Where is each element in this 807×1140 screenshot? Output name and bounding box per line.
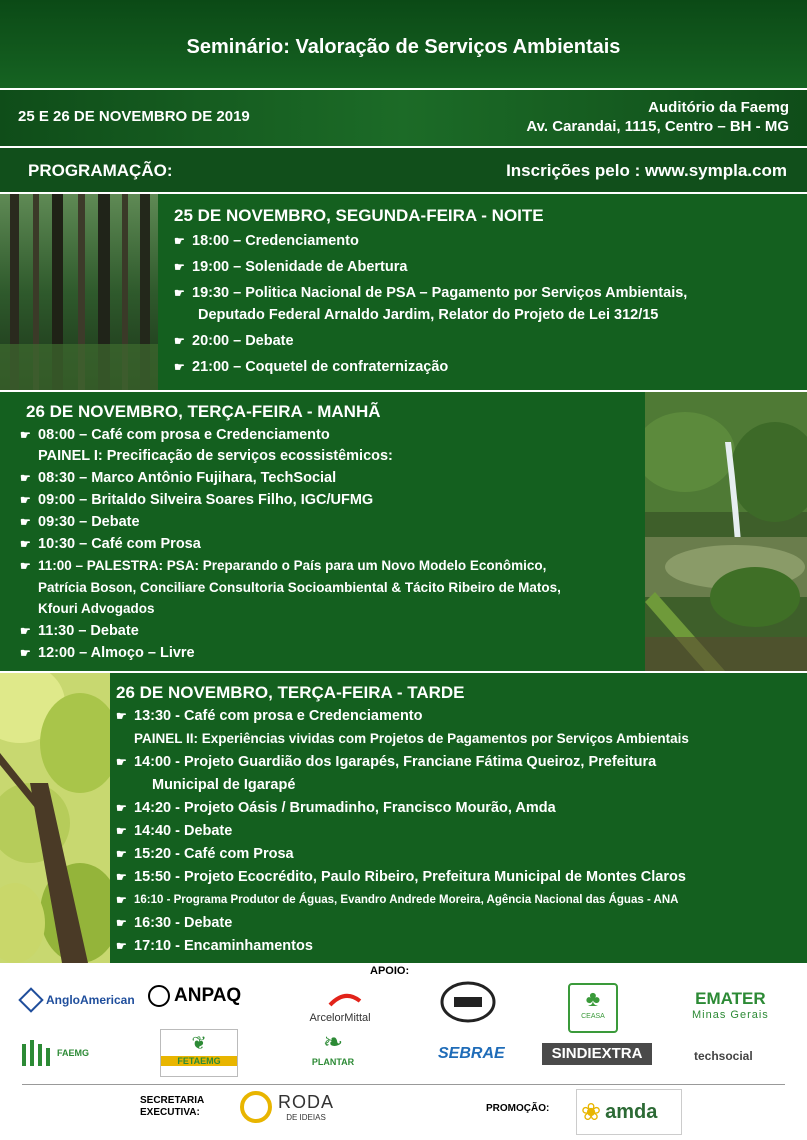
fetaemg-logo: ❦ FETAEMG [160, 1029, 238, 1077]
day1-section [158, 194, 807, 390]
schedule-item: ☛ 16:30 - Debate [116, 915, 233, 931]
pointing-hand-icon: ☛ [174, 360, 185, 374]
title-banner [0, 0, 807, 88]
pointing-hand-icon: ☛ [116, 824, 127, 838]
day2-afternoon-section [110, 673, 807, 963]
roda-circle-icon [240, 1091, 272, 1123]
pointing-hand-icon: ☛ [20, 493, 31, 507]
anpaq-logo: ANPAQ [148, 985, 241, 1007]
schedule-item: ☛ 21:00 – Coquetel de confraternização [174, 359, 449, 375]
schedule-item: ☛ 12:00 – Almoço – Livre [20, 645, 195, 661]
pointing-hand-icon: ☛ [20, 515, 31, 529]
schedule-item: ☛ 14:00 - Projeto Guardião dos Igarapés, Franciane Fátima Queiroz, Prefeitura [116, 754, 657, 770]
schedule-item: ☛ 11:00 – PALESTRA: PSA: Preparando o País para um Novo Modelo Econômico, [20, 558, 547, 573]
arcelormittal-logo: ArcelorMittal [300, 987, 380, 1023]
schedule-item: ☛ 19:00 – Solenidade de Abertura [174, 259, 408, 275]
support-label: APOIO: [370, 965, 410, 977]
day2pm-title: 26 DE NOVEMBRO, TERÇA-FEIRA - TARDE [116, 683, 465, 702]
pointing-hand-icon: ☛ [20, 428, 31, 442]
sindiextra-logo: SINDIEXTRA [542, 1043, 652, 1065]
date-banner [0, 90, 807, 146]
clover-icon: ♣ [585, 986, 601, 1011]
techsocial-logo: techsocial [694, 1049, 753, 1063]
schedule-item: ☛ 18:00 – Credenciamento [174, 233, 359, 249]
day2am-title: 26 DE NOVEMBRO, TERÇA-FEIRA - MANHÃ [26, 402, 381, 421]
waterfall-photo [645, 392, 807, 671]
pointing-hand-icon: ☛ [20, 471, 31, 485]
schedule-item: ☛ 13:30 - Café com prosa e Credenciamento [116, 708, 423, 724]
pointing-hand-icon: ☛ [174, 260, 185, 274]
schedule-item: ☛ 16:10 - Programa Produtor de Águas, Evandro Andrede Moreira, Agência Nacional das Águas - ANA [116, 893, 679, 907]
emater-logo: EMATER Minas Gerais [692, 989, 769, 1021]
promocao-label: PROMOÇÃO: [486, 1103, 550, 1114]
program-label: PROGRAMAÇÃO: [28, 161, 173, 180]
anpaq-icon [148, 985, 170, 1007]
pointing-hand-icon: ☛ [116, 939, 127, 953]
faemg-logo: FAEMG [20, 1035, 108, 1071]
event-date: 25 E 26 DE NOVEMBRO DE 2019 [18, 108, 250, 125]
amda-logo: ❀ amda [576, 1089, 682, 1135]
plantar-leaf-icon: ❧ [322, 1029, 344, 1056]
tree-canopy-photo [0, 673, 110, 963]
secretaria-label: SECRETARIA EXECUTIVA: [140, 1095, 205, 1118]
schedule-item: ☛ 10:30 – Café com Prosa [20, 536, 201, 552]
schedule-item: ☛ 09:30 – Debate [20, 514, 140, 530]
pointing-hand-icon: ☛ [174, 334, 185, 348]
schedule-item: ☛ 15:20 - Café com Prosa [116, 846, 294, 862]
pointing-hand-icon: ☛ [116, 755, 127, 769]
schedule-item: ☛ 11:30 – Debate [20, 623, 139, 639]
schedule-item: ☛ 08:30 – Marco Antônio Fujihara, TechSocial [20, 470, 337, 486]
anglo-icon [18, 987, 43, 1012]
schedule-item: ☛ 08:00 – Café com prosa e Credenciamento [20, 427, 330, 443]
schedule-item: ☛ 17:10 - Encaminhamentos [116, 938, 313, 954]
program-banner [0, 148, 807, 192]
schedule-item: ☛ 20:00 – Debate [174, 333, 294, 349]
panel-title: PAINEL II: Experiências vividas com Projetos de Pagamentos por Serviços Ambientais [134, 731, 689, 746]
venue [526, 98, 789, 136]
pointing-hand-icon: ☛ [20, 537, 31, 551]
pointing-hand-icon: ☛ [116, 801, 127, 815]
fetaemg-wreath-icon: ❦ [191, 1033, 207, 1053]
plantar-logo: ❧ PLANTAR [308, 1029, 358, 1067]
schedule-item-cont: Kfouri Advogados [38, 601, 155, 616]
schedule-item-cont: Municipal de Igarapé [152, 777, 296, 793]
faemg-stalks-icon [20, 1038, 54, 1068]
schedule-item-cont: Patrícia Boson, Conciliare Consultoria Socioambiental & Tácito Ribeiro de Matos, [38, 580, 561, 595]
schedule-item-cont: Deputado Federal Arnaldo Jardim, Relator do Projeto de Lei 312/15 [198, 307, 659, 323]
pointing-hand-icon: ☛ [116, 870, 127, 884]
roda-de-ideias-logo: RODA DE IDEIAS [240, 1091, 334, 1123]
schedule-item: ☛ 15:50 - Projeto Ecocrédito, Paulo Ribeiro, Prefeitura Municipal de Montes Claros [116, 869, 686, 885]
anglo-american-logo: AngloAmerican [22, 991, 135, 1009]
registration-link[interactable]: Inscrições pelo : www.sympla.com [506, 161, 787, 180]
forest-photo [0, 194, 158, 390]
amda-flower-icon: ❀ [581, 1098, 602, 1126]
sponsors-section [0, 963, 807, 1140]
institution-seal-logo [440, 981, 496, 1023]
schedule-item: ☛ 14:20 - Projeto Oásis / Brumadinho, Francisco Mourão, Amda [116, 800, 556, 816]
sebrae-logo: SEBRAE [438, 1045, 505, 1062]
pointing-hand-icon: ☛ [174, 286, 185, 300]
pointing-hand-icon: ☛ [116, 893, 127, 907]
event-title: Seminário: Valoração de Serviços Ambientais [186, 36, 621, 58]
venue-name: Auditório da Faemg [648, 99, 789, 116]
schedule-item: ☛ 19:30 – Politica Nacional de PSA – Pagamento por Serviços Ambientais, [174, 285, 688, 301]
pointing-hand-icon: ☛ [20, 559, 31, 573]
day2-morning-section [0, 392, 645, 671]
schedule-item: ☛ 09:00 – Britaldo Silveira Soares Filho, IGC/UFMG [20, 492, 374, 508]
arcelor-swoosh-icon [300, 987, 380, 1007]
schedule-item: ☛ 14:40 - Debate [116, 823, 233, 839]
pointing-hand-icon: ☛ [20, 624, 31, 638]
divider [22, 1084, 785, 1085]
venue-address: Av. Carandai, 1115, Centro – BH - MG [526, 118, 789, 135]
pointing-hand-icon: ☛ [116, 916, 127, 930]
day1-title: 25 DE NOVEMBRO, SEGUNDA-FEIRA - NOITE [174, 206, 544, 225]
pointing-hand-icon: ☛ [20, 646, 31, 660]
ceasa-logo: ♣ CEASA [568, 983, 618, 1033]
pointing-hand-icon: ☛ [116, 847, 127, 861]
pointing-hand-icon: ☛ [116, 709, 127, 723]
pointing-hand-icon: ☛ [174, 234, 185, 248]
panel-title: PAINEL I: Precificação de serviços ecossistêmicos: [38, 448, 393, 464]
